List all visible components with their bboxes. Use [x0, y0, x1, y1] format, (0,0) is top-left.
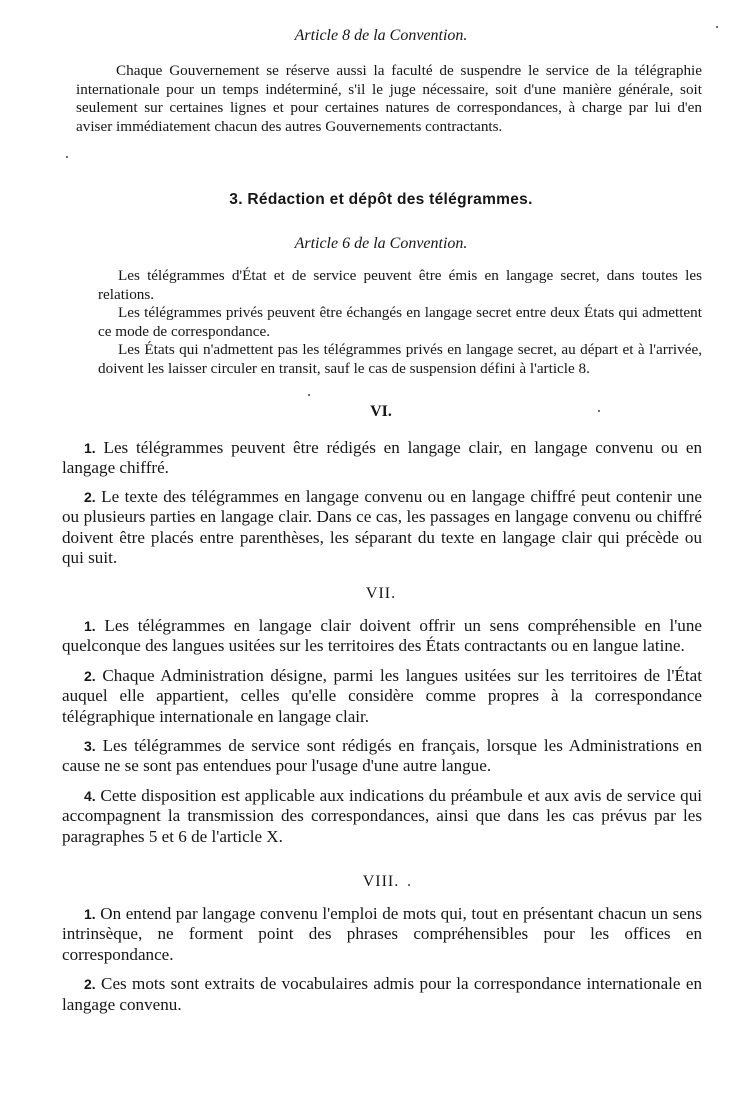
article-6-paragraph-2: Les télégrammes privés peuvent être échangés en langage secret entre deux États qui admettent ce mode de correspondance. [98, 304, 702, 340]
paragraph-text: Les télégrammes en langage clair doivent offrir un sens compréhensible en l'une quelconque des langues usitées sur les territoires des États contractants ou en langue latine. [62, 616, 702, 656]
section-vi-paragraph-1 [62, 438, 702, 479]
section-vi-paragraph-2 [62, 487, 702, 569]
section-3-title-block [60, 190, 702, 210]
paragraph-text: Les télégrammes peuvent être rédigés en langage clair, en langage convenu ou en langage chiffré. [62, 438, 702, 478]
section-vii-paragraph-1 [62, 616, 702, 657]
section-3-title: 3. Rédaction et dépôt des télégrammes. [229, 191, 533, 208]
paragraph-number: 1. [84, 440, 96, 456]
section-viii-heading-block [60, 872, 702, 892]
section-vi-heading-block [60, 402, 702, 422]
section-viii-paragraph-2 [62, 974, 702, 1015]
paragraph-text: On entend par langage convenu l'emploi de mots qui, tout en présentant chacun un sens intrinsèque, ne forment point des phrases compréhensibles pour les offices en correspondance. [62, 904, 703, 964]
section-viii-heading: VIII. [362, 873, 400, 890]
article-8-heading: Article 8 de la Convention. [294, 27, 468, 44]
scan-speck [408, 884, 410, 886]
section-vii-heading-block [60, 584, 702, 604]
paragraph-number: 3. [84, 738, 96, 755]
scan-speck [598, 410, 600, 412]
article-6-paragraph-3: Les États qui n'admettent pas les télégrammes privés en langage secret, au départ et à l'arrivée, doivent les laisser circuler en transit, sauf le cas de suspension défini à l'article 8. [98, 341, 702, 377]
paragraph-text: Chaque Administration désigne, parmi les langues usitées sur les territoires de l'État auquel elle appartient, celles qu'elle considère comme propres à la correspondance télégraphique internationale en langage clair. [62, 665, 702, 726]
article-6-heading-block [60, 234, 702, 254]
paragraph-number: 2. [84, 976, 96, 993]
article-8-text: Chaque Gouvernement se réserve aussi la faculté de suspendre le service de la télégraphie internationale pour un temps indéterminé, s'il le juge nécessaire, soit d'une manière générale, soit seulement sur certaines lignes et pour certaines natures de correspondances, à charge par lui d'en aviser immédiatement chacun des autres Gouvernements contractants. [76, 62, 702, 135]
paragraph-text: Cette disposition est applicable aux indications du préambule et aux avis de service qui accompagnent la transmission des correspondances, ainsi que dans les cas prévus par les paragraphes 5 et 6 de l'article X. [62, 785, 702, 846]
article-8-heading-block [60, 26, 702, 46]
section-viii-body [62, 904, 702, 1015]
paragraph-number: 4. [84, 787, 96, 804]
paragraph-text: Ces mots sont extraits de vocabulaires admis pour la correspondance internationale en langage convenu. [62, 974, 702, 1014]
section-vi-body [62, 438, 702, 568]
article-6-text-block [98, 267, 702, 379]
section-vii-paragraph-4 [62, 786, 702, 847]
scan-speck [308, 394, 310, 396]
paragraph-number: 2. [84, 488, 96, 505]
section-viii-paragraph-1 [62, 904, 702, 965]
section-vii-heading: VII. [365, 585, 397, 602]
scan-speck [66, 156, 68, 158]
scan-speck [716, 26, 718, 28]
section-vi-heading: VI. [370, 403, 392, 420]
paragraph-text: Le texte des télégrammes en langage convenu ou en langage chiffré peut contenir une ou plusieurs parties en langage clair. Dans ce cas, les passages en langage convenu ou chiffré doivent être placés entre parenthèses, les séparant du texte en langage clair qui précède ou qui suit. [62, 486, 702, 568]
paragraph-number: 1. [84, 618, 96, 634]
section-vii-paragraph-3 [62, 736, 702, 777]
section-vii-body [62, 616, 702, 847]
article-8-text-block [76, 62, 702, 136]
paragraph-text: Les télégrammes de service sont rédigés en français, lorsque les Administrations en cause ne se sont pas entendues pour l'usage d'une autre langue. [62, 736, 702, 776]
paragraph-number: 1. [84, 906, 96, 922]
article-6-heading: Article 6 de la Convention. [294, 235, 468, 252]
paragraph-number: 2. [84, 667, 96, 684]
section-vii-paragraph-2 [62, 666, 702, 727]
article-6-paragraph-1: Les télégrammes d'État et de service peuvent être émis en langage secret, dans toutes les relations. [98, 267, 702, 303]
